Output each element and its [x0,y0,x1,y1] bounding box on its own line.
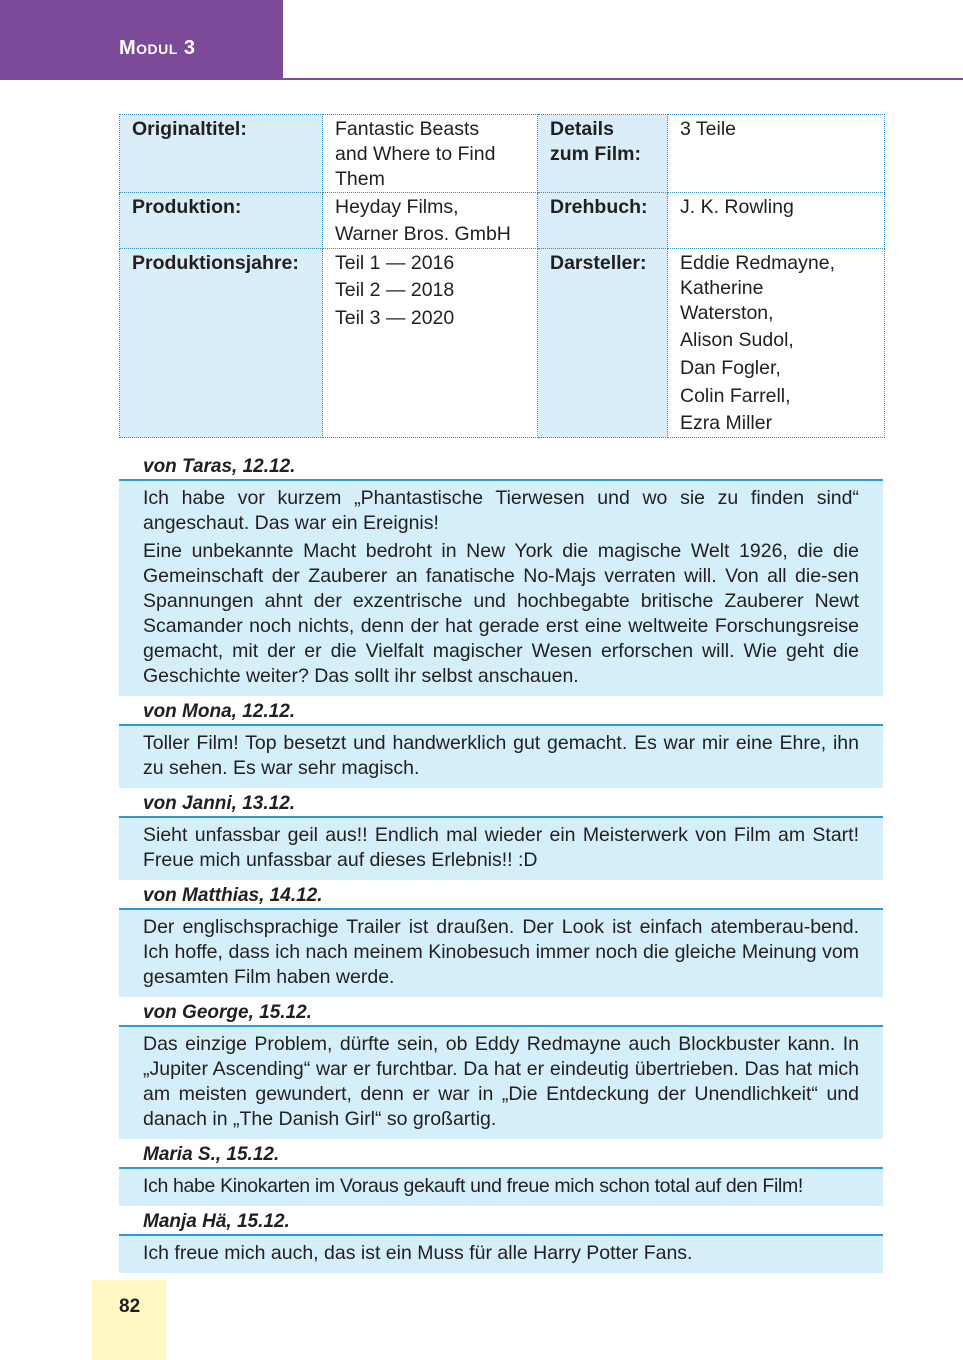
comment [119,1001,883,1139]
cast-line: Waterston, [680,302,774,324]
table-row [120,193,885,249]
comment-author: von Matthias, 14.12. [119,884,883,910]
comment-body [119,818,883,880]
production-years-label: Produktionsjahre: [120,249,323,438]
details-label-line: zum Film: [550,143,641,165]
comment [119,884,883,997]
comment-body [119,1169,883,1206]
cast-line: Ezra Miller [680,412,773,434]
comment-body [119,910,883,997]
comment-paragraph: Eine unbekannte Macht bedroht in New York die magische Welt 1926, die die Gemeinschaft der Zauberer an fanatische No-Majs verraten will. Von all die-sen Spannungen ahnt der exzentrische und hochbegabte britische Zauberer Newt Scamander noch nichts, denn der hat gerade erst eine weltweite Forschungsreise gemacht, mit der er die Vielfalt magischer Wesen erforschen will. Wie geht die Geschichte weiter? Das sollt ihr selbst anschauen. [143,540,859,687]
comment-paragraph: Der englischsprachige Trailer ist draußen. Der Look ist einfach atemberau-bend. Ich hoffe, dass ich nach meinem Kinobesuch immer noch die gleiche Meinung vom gesamten Film haben werde. [143,916,859,988]
comment-author: Maria S., 15.12. [119,1143,883,1169]
comment-author: von Taras, 12.12. [119,455,883,481]
details-label-line: Details [550,118,614,140]
production-year-line: Teil 1 — 2016 [335,252,455,274]
comment-body [119,481,883,696]
comments-list [119,455,883,1277]
original-title-line: Them [335,168,385,190]
comment-paragraph: Das einzige Problem, dürfte sein, ob Eddy Redmayne auch Blockbuster kann. In „Jupiter Ascending“ war er furchtbar. Da hat er eindeutig übertrieben. Das hat mich am meisten gewundert, denn er war in „Die Entdeckung der Unendlichkeit“ und danach in „The Danish Girl“ so großartig. [143,1033,859,1130]
comment [119,792,883,880]
details-value: 3 Teile [668,115,885,193]
comment-paragraph: Ich habe vor kurzem „Phantastische Tierwesen und wo sie zu finden sind“ angeschaut. Das war ein Ereignis! [143,487,859,534]
comment [119,1210,883,1273]
production-label: Produktion: [120,193,323,249]
cast-line: Alison Sudol, [680,329,794,351]
table-row [120,115,885,193]
original-title-line: and Where to Find [335,143,496,165]
original-title-value [323,115,538,193]
original-title-line: Fantastic Beasts [335,118,480,140]
page-number: 82 [119,1296,141,1317]
module-header-tab [0,0,283,80]
film-info-table [119,114,885,438]
comment [119,700,883,788]
production-year-line: Teil 3 — 2020 [335,307,455,329]
cast-line: Dan Fogler, [680,357,781,379]
production-line: Warner Bros. GmbH [335,223,511,245]
comment [119,1143,883,1206]
table-row [120,249,885,438]
comment-paragraph: Ich habe Kinokarten im Voraus gekauft und freue mich schon total auf den Film! [143,1175,803,1197]
cast-value [668,249,885,438]
original-title-label: Originaltitel: [120,115,323,193]
comment-author: von Mona, 12.12. [119,700,883,726]
comment-body [119,1027,883,1139]
header-rule [283,78,963,80]
module-title: Modul 3 [119,37,196,59]
comment-paragraph: Ich freue mich auch, das ist ein Muss für alle Harry Potter Fans. [143,1242,693,1264]
cast-line: Colin Farrell, [680,385,791,407]
production-line: Heyday Films, [335,196,459,218]
comment [119,455,883,696]
cast-line: Eddie Redmayne, [680,252,836,274]
comment-author: Manja Hä, 15.12. [119,1210,883,1236]
screenplay-label: Drehbuch: [538,193,668,249]
production-years-value [323,249,538,438]
screenplay-value: J. K. Rowling [668,193,885,249]
page-number-box [92,1280,166,1360]
comment-paragraph: Toller Film! Top besetzt und handwerklich gut gemacht. Es war mir eine Ehre, ihn zu sehen. Es war sehr magisch. [143,732,859,779]
comment-author: von Janni, 13.12. [119,792,883,818]
comment-author: von George, 15.12. [119,1001,883,1027]
details-label [538,115,668,193]
comment-paragraph: Sieht unfassbar geil aus!! Endlich mal wieder ein Meisterwerk von Film am Start! Freue mich unfassbar auf dieses Erlebnis!! :D [143,824,859,871]
cast-label: Darsteller: [538,249,668,438]
production-value [323,193,538,249]
comment-body [119,1236,883,1273]
cast-line: Katherine [680,277,764,299]
production-year-line: Teil 2 — 2018 [335,279,455,301]
comment-body [119,726,883,788]
